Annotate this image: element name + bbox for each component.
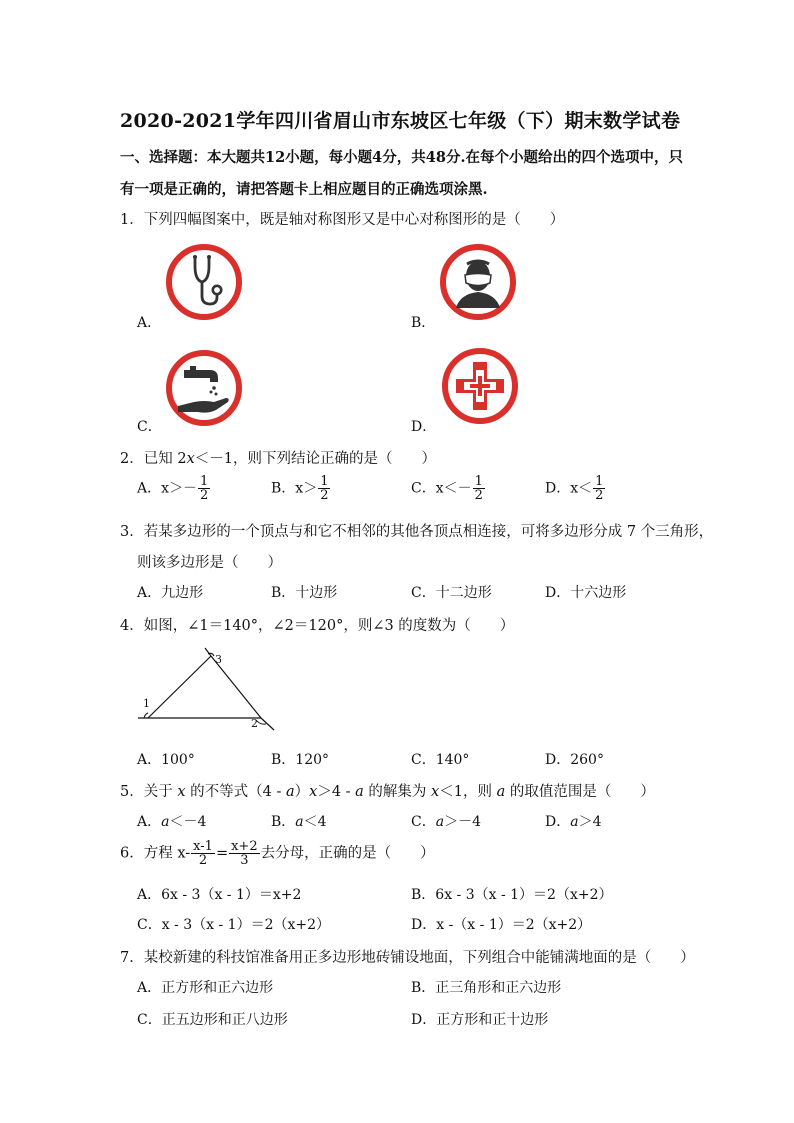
question-3-option-b: B．十边形 (271, 585, 338, 601)
fraction: $\frac{1}{2}$ (320, 474, 329, 503)
fraction: $\frac{x-1}{2}$ (193, 839, 213, 868)
question-4-stem: 4．如图，∠1＝140°，∠2＝120°，则∠3 的度数为（ ） (120, 618, 515, 634)
question-2-option-a: A．x＞－ $\frac{1}{2}$ (137, 474, 209, 503)
question-4-option-c: C．140° (411, 752, 470, 768)
triangle-figure (134, 646, 284, 736)
question-5-option-c: C．a＞－4 (411, 814, 481, 830)
question-7-option-a: A．正方形和正六边形 (137, 980, 274, 996)
question-2-option-b: B．x＞ $\frac{1}{2}$ (271, 474, 329, 503)
question-2-stem-part-b: ＜－1，则下列结论正确的是（ ） (194, 451, 436, 467)
masked-person-icon (438, 242, 518, 322)
question-7-option-c: C．正五边形和正八边形 (137, 1012, 288, 1028)
question-1-option-a: A． (137, 315, 162, 331)
angle-label-1: 1 (143, 697, 150, 710)
question-1-option-c: C． (137, 419, 162, 435)
fraction: $\frac{1}{2}$ (200, 474, 209, 503)
red-cross-icon (440, 346, 520, 426)
question-1-option-b: B． (411, 315, 436, 331)
question-5-option-b: B．a＜4 (271, 814, 327, 830)
question-3-stem-line1: 3．若某多边形的一个顶点与和它不相邻的其他各顶点相连接，可将多边形分成 7 个三角形， (120, 524, 714, 540)
fraction: $\frac{1}{2}$ (595, 474, 604, 503)
question-1-stem: 1．下列四幅图案中，既是轴对称图形又是中心对称图形的是（ ） (120, 212, 565, 228)
question-3-option-c: C．十二边形 (411, 585, 492, 601)
hand-washing-icon (164, 348, 244, 428)
fraction: $\frac{x+2}{3}$ (231, 839, 258, 868)
question-2-stem (120, 447, 436, 468)
question-5-stem: 5．关于 x 的不等式（4 - a）x＞4 - a 的解集为 x＜1，则 a 的取值范围是（ ） (120, 784, 655, 800)
question-2-stem-part-a: 2．已知 2 (120, 451, 187, 467)
question-6-option-a: A．6x - 3（x - 1）＝x+2 (137, 887, 302, 903)
question-5-option-d: D．a＞4 (545, 814, 602, 830)
question-4-option-d: D．260° (545, 752, 604, 768)
question-7-option-b: B．正三角形和正六边形 (411, 980, 562, 996)
question-6-option-d: D．x -（x - 1）＝2（x+2） (411, 917, 592, 933)
section-header-line1: 一、选择题：本大题共12小题，每小题4分，共48分.在每个小题给出的四个选项中，只 (120, 149, 683, 166)
angle-label-3: 3 (215, 653, 222, 666)
question-3-option-d: D．十六边形 (545, 585, 627, 601)
question-6-option-b: B．6x - 3（x - 1）＝2（x+2） (411, 887, 613, 903)
question-7-option-d: D．正方形和正十边形 (411, 1012, 549, 1028)
stethoscope-icon (164, 242, 244, 322)
question-1-option-d: D． (411, 419, 437, 435)
page-title: 2020-2021学年四川省眉山市东坡区七年级（下）期末数学试卷 (120, 110, 681, 132)
question-2-option-d: D．x＜ $\frac{1}{2}$ (545, 474, 604, 503)
question-2-option-c: C．x＜－ $\frac{1}{2}$ (411, 474, 483, 503)
angle-label-2: 2 (251, 717, 258, 730)
question-2-stem-var: x (186, 451, 195, 467)
question-7-stem: 7．某校新建的科技馆准备用正多边形地砖铺设地面，下列组合中能铺满地面的是（ ） (120, 950, 695, 966)
question-3-stem-line2: 则该多边形是（ ） (137, 555, 282, 571)
fraction: $\frac{1}{2}$ (474, 474, 483, 503)
question-4-option-b: B．120° (271, 752, 330, 768)
question-6-option-c: C．x - 3（x - 1）＝2（x+2） (137, 917, 331, 933)
question-6-stem: 6．方程 x- $\frac{x-1}{2}$ = $\frac{x+2}{3}$ 去分母，正确的是（ ） (120, 839, 435, 868)
section-header-line2: 有一项是正确的，请把答题卡上相应题目的正确选项涂黑. (120, 181, 488, 198)
question-5-option-a: A．a＜－4 (137, 814, 207, 830)
question-4-option-a: A．100° (137, 752, 195, 768)
question-3-option-a: A．九边形 (137, 585, 204, 601)
